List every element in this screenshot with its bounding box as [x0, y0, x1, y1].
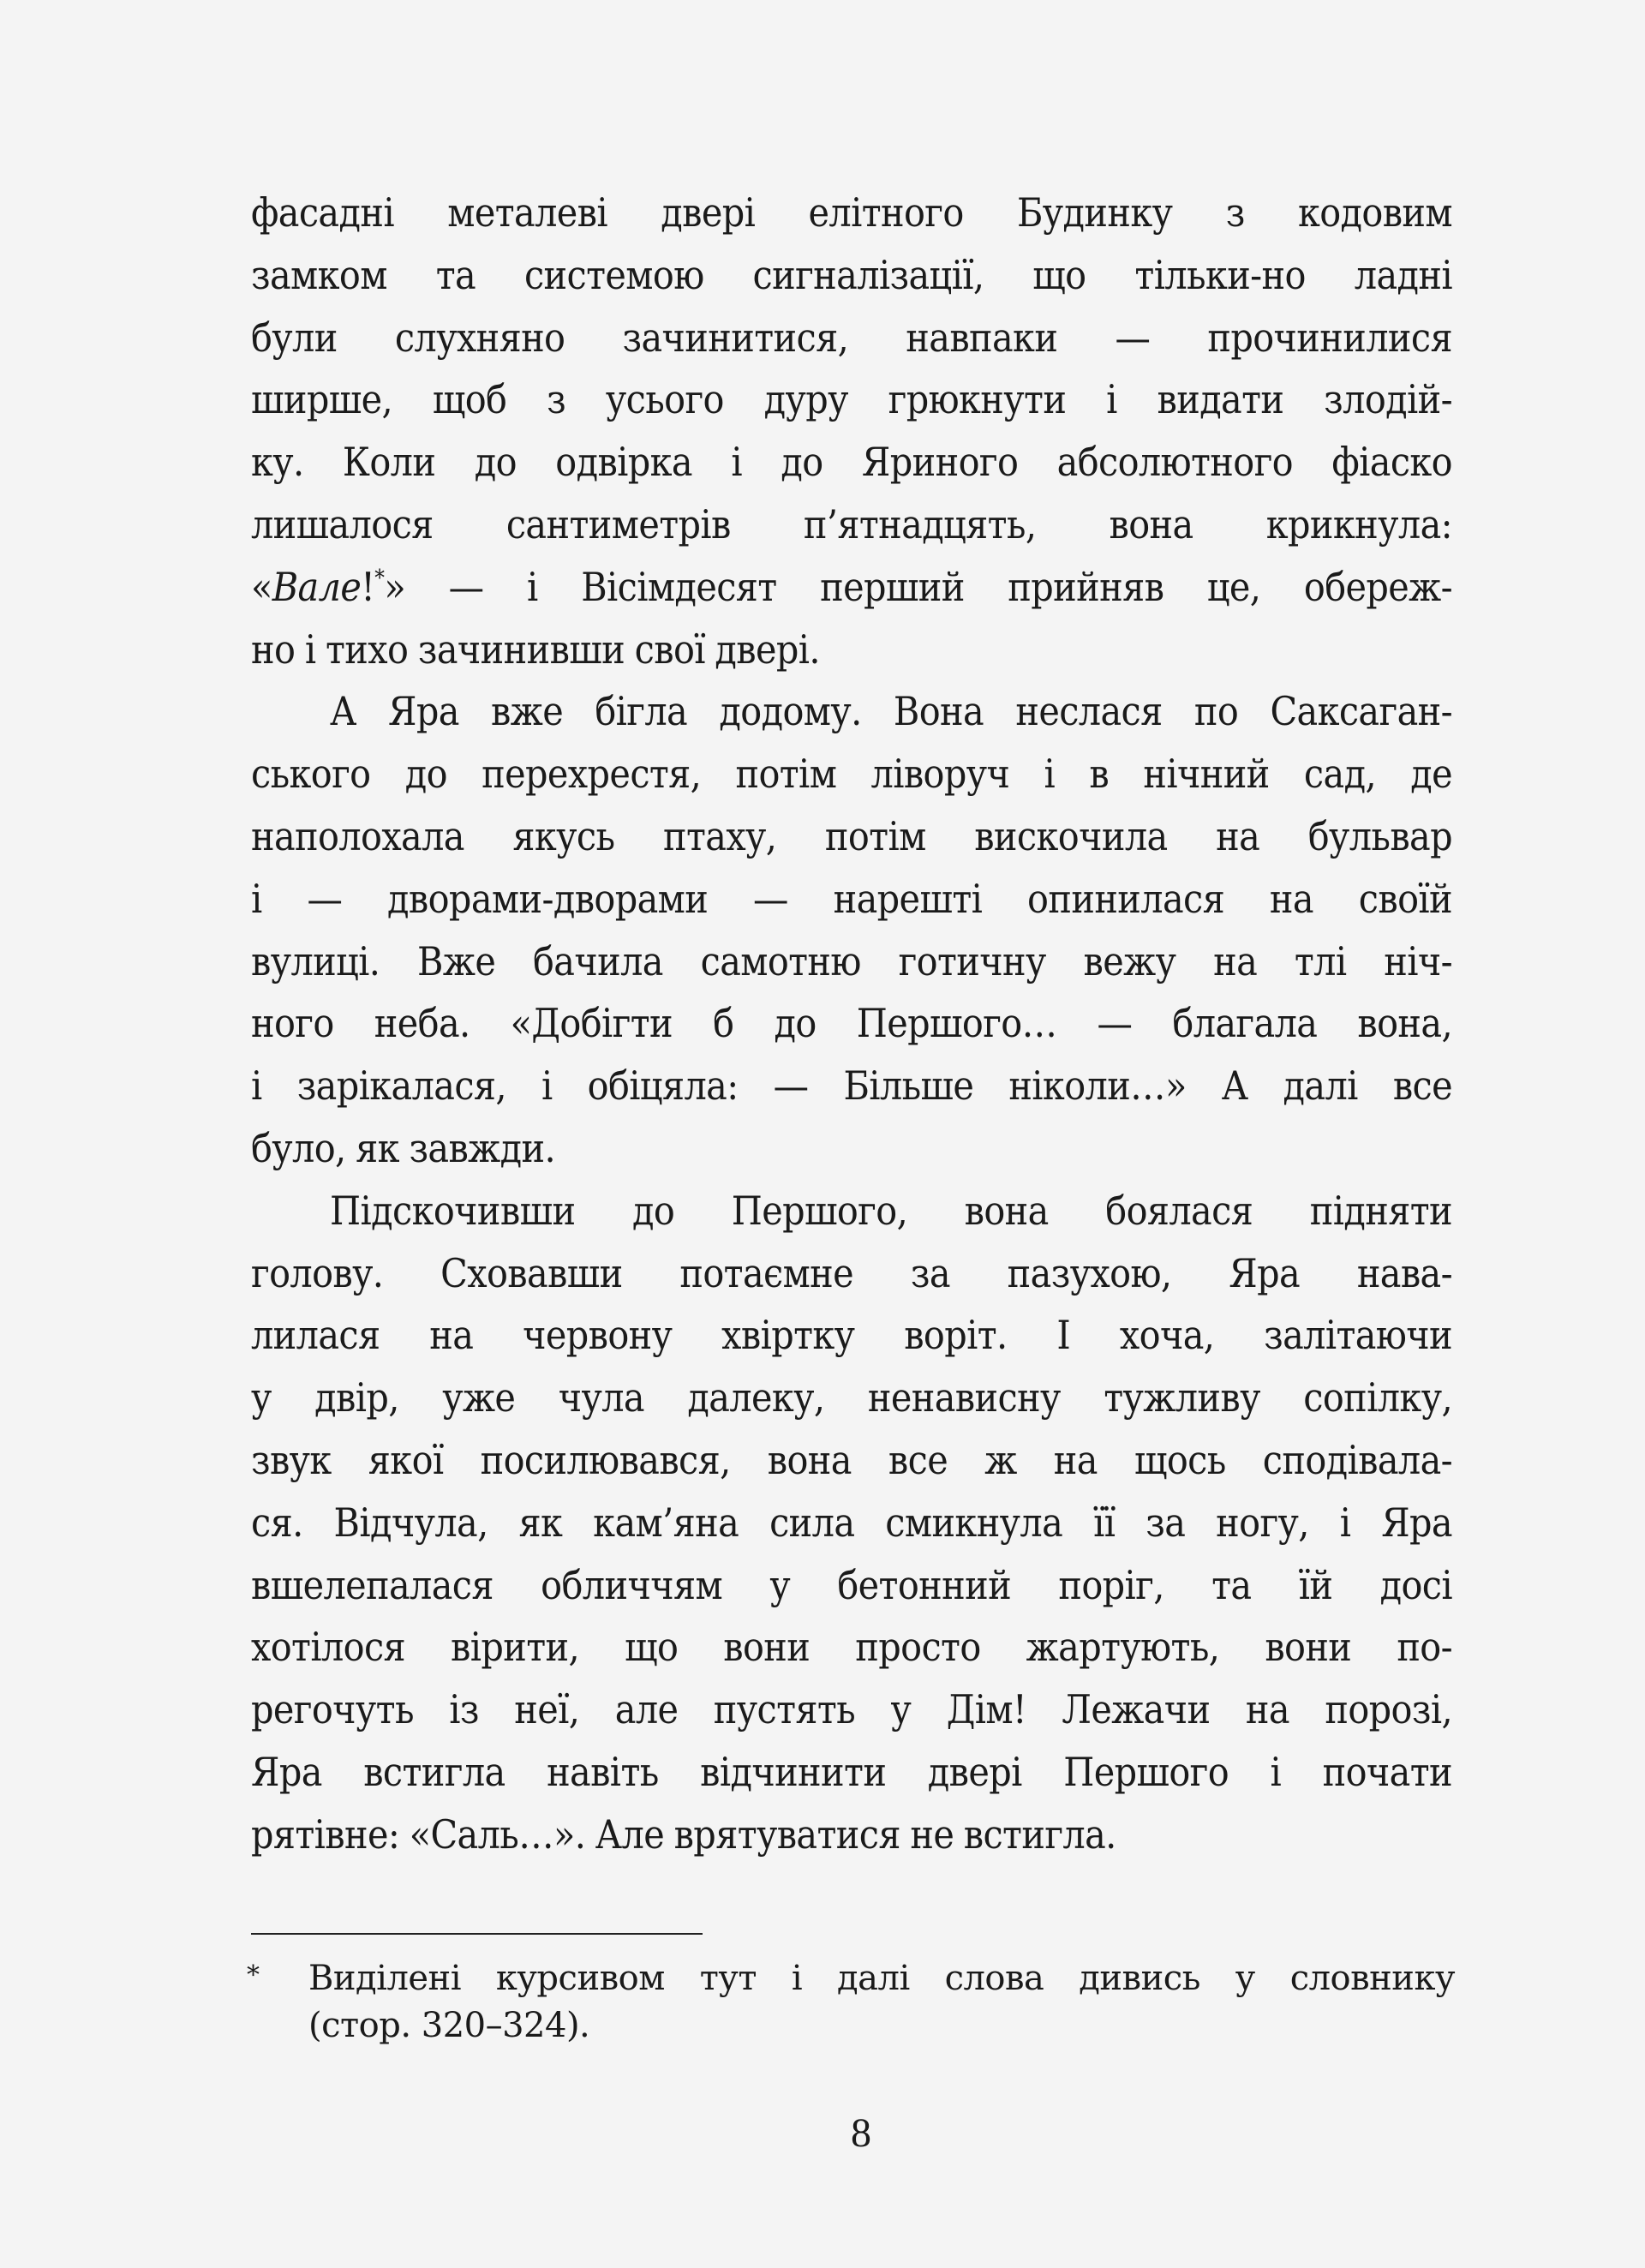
text-line: і — дворами-дворами — нарешті опинилася на своїй	[251, 875, 1452, 922]
footnote-line: Виділені курсивом тут і далі слова дивись у словнику	[308, 1959, 1455, 1998]
body-text	[251, 182, 1452, 1866]
footnote-reference[interactable]: *	[374, 565, 385, 591]
text-line	[251, 556, 1452, 619]
text-line: вшелепалася обличчям у бетонний поріг, та їй досі	[251, 1561, 1452, 1608]
footnote-line: (стор. 320–324).	[308, 2006, 590, 2045]
paragraph	[251, 680, 1452, 1179]
open-quote: «	[251, 563, 272, 610]
footnote-mark: *	[247, 1960, 260, 1990]
text-line: голову. Сховавши потаємне за пазухою, Яра нава-	[251, 1249, 1452, 1296]
text-line: ширше, щоб з усього дуру грюкнути і видати злодій-	[251, 376, 1452, 423]
paragraph	[251, 1180, 1452, 1866]
exclamation: !	[361, 563, 375, 610]
text-line: Яра встигла навіть відчинити двері Першого і почати	[251, 1748, 1452, 1795]
text-line: лилася на червону хвіртку воріт. І хоча, залітаючи	[251, 1312, 1452, 1359]
footnote-text	[308, 1955, 1455, 2050]
text-line: Підскочивши до Першого, вона боялася підняти	[330, 1187, 1452, 1234]
paragraph	[251, 182, 1452, 680]
text-line: лишалося сантиметрів п’ятнадцять, вона крикнула:	[251, 500, 1452, 548]
text-line: вулиці. Вже бачила самотню готичну вежу на тлі ніч-	[251, 937, 1452, 984]
text-line: хотілося вірити, що вони просто жартують, вони по-	[251, 1624, 1452, 1671]
text-line: ку. Коли до одвірка і до Яриного абсолютного фіаско	[251, 439, 1452, 486]
line-rest: » — і Вісімдесят перший прийняв це, обереж-	[384, 563, 1452, 610]
text-line: і зарікалася, і обіцяла: — Більше ніколи…» А далі все	[251, 1062, 1452, 1110]
text-line: наполохала якусь птаху, потім вискочила на бульвар	[251, 812, 1452, 859]
text-line: рятівне: «Саль…». Але врятуватися не встигла.	[251, 1810, 1116, 1858]
footnote-divider	[251, 1933, 703, 1935]
text-line: було, як завжди.	[251, 1124, 556, 1171]
text-line: фасадні металеві двері елітного Будинку з кодовим	[251, 189, 1452, 236]
page-number: 8	[851, 2110, 871, 2156]
text-line: у двір, уже чула далеку, ненависну тужливу сопілку,	[251, 1374, 1452, 1421]
text-line: регочуть із неї, але пустять у Дім! Лежачи на порозі,	[251, 1686, 1452, 1733]
italic-glossary-word: Вале	[272, 563, 362, 610]
text-line: ного неба. «Добігти б до Першого… — благала вона,	[251, 1000, 1452, 1047]
text-line: звук якої посилювався, вона все ж на щось сподівала-	[251, 1436, 1452, 1483]
text-line: А Яра вже бігла додому. Вона неслася по Саксаган-	[330, 688, 1452, 735]
text-line: ся. Відчула, як кам’яна сила смикнула її за ногу, і Яра	[251, 1499, 1452, 1546]
text-line: но і тихо зачинивши свої двері.	[251, 625, 820, 673]
text-line: були слухняно зачинитися, навпаки — прочинилися	[251, 314, 1452, 361]
text-line: замком та системою сигналізації, що тільки-но ладні	[251, 251, 1452, 298]
text-line: ського до перехрестя, потім ліворуч і в нічний сад, де	[251, 751, 1452, 798]
